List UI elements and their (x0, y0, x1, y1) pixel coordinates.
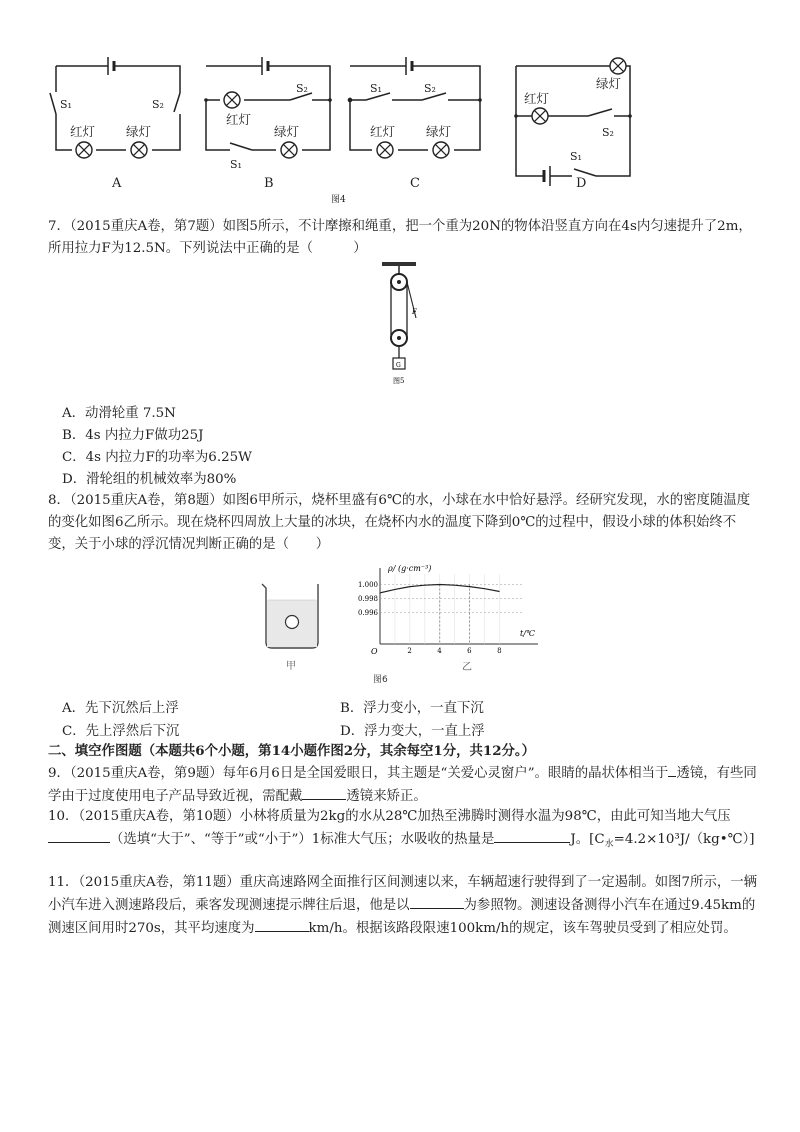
question-text: 透镜，有些同学由于过度使用电子产品导致近视，需配戴 (48, 766, 757, 804)
lamp-label: 红灯 (524, 91, 550, 106)
circuit-c (348, 57, 480, 150)
figure-caption: 图6 (373, 675, 388, 685)
question-text: 透镜来矫正。 (346, 789, 427, 804)
question-text: （选填“大于”、“等于”或“小于”）1标准大气压；水吸收的热量是 (110, 832, 495, 847)
question-text: （2015重庆A卷，第11题）重庆高速路网全面推行区间测速以来，车辆超速行驶得到了一定遏制。如图7所示，一辆小汽车进入测速路段后，乘客发现测速提示牌往后退，他是以 (48, 875, 758, 913)
answer-blank[interactable] (302, 785, 346, 800)
question-9 (48, 762, 760, 808)
question-number: 11． (48, 875, 79, 890)
green-lamp-a (131, 142, 147, 158)
figure-6-density-chart (357, 562, 544, 673)
lamp-label: 红灯 (370, 124, 396, 139)
figure-caption: 图4 (331, 195, 346, 205)
subfigure-label: 乙 (462, 662, 472, 673)
red-lamp-a (76, 142, 92, 158)
x-tick-label: 6 (467, 647, 472, 655)
x-tick-label: 8 (497, 647, 502, 655)
figure-5-pulley (380, 262, 420, 387)
panel-label: B (264, 176, 274, 191)
figure-caption: 图5 (393, 377, 405, 385)
option-a: A．动滑轮重 7.5N (62, 406, 176, 421)
lamp-label: 红灯 (70, 124, 96, 139)
option-b: B．4s 内拉力F做功25J (62, 428, 204, 443)
red-lamp-c (377, 142, 393, 158)
panel-label: A (112, 176, 122, 191)
option-a: A．先下沉然后上浮 (62, 701, 179, 716)
red-lamp-d (532, 108, 548, 124)
question-text: km/h。根据该路段限速100km/h的规定，该车驾驶员受到了相应处罚。 (308, 921, 737, 936)
panel-label: D (576, 176, 587, 191)
question-text: （2015重庆A卷，第9题）每年6月6日是全国爱眼日，其主题是“关爱心灵窗户”。眼睛的晶状体相当于 (69, 766, 669, 781)
x-tick-label: 4 (437, 647, 442, 655)
answer-blank[interactable] (48, 828, 110, 843)
switch-label: S₂ (424, 82, 436, 95)
question-number: 9． (48, 766, 70, 781)
red-lamp-b (224, 92, 240, 108)
panel-label: C (410, 176, 420, 191)
switch-label: S₁ (60, 98, 72, 111)
y-tick-label: 0.996 (357, 609, 378, 617)
switch-label: S₂ (602, 126, 614, 139)
green-lamp-d (610, 58, 626, 74)
question-8 (48, 490, 760, 556)
lamp-label: 绿灯 (274, 124, 300, 139)
answer-blank[interactable] (255, 917, 309, 932)
section-title: 二、填空作图题（本题共6个小题，第14小题作图2分，其余每空1分，共12分。） (48, 743, 536, 759)
figure-4-circuits (40, 48, 650, 203)
switch-label: S₁ (570, 150, 582, 163)
option-c: C．4s 内拉力F的功率为6.25W (62, 450, 252, 465)
question-text: J。[C (570, 832, 605, 847)
force-label: F (412, 308, 417, 316)
origin-label: O (371, 647, 378, 656)
y-tick-label: 0.998 (357, 595, 378, 603)
y-axis-label: ρ/ (g·cm⁻³) (388, 564, 432, 573)
subscript: 水 (604, 839, 614, 850)
weight-label: G (396, 362, 401, 369)
green-lamp-b (281, 142, 297, 158)
green-lamp-c (433, 142, 449, 158)
switch-label: S₂ (296, 82, 308, 95)
question-text: =4.2×10³J/（kg•℃）] (613, 832, 755, 847)
lamp-label: 绿灯 (426, 124, 452, 139)
switch-label: S₂ (152, 98, 164, 111)
question-7 (48, 216, 760, 260)
question-text: （2015重庆A卷，第8题）如图6甲所示，烧杯里盛有6℃的水，小球在水中恰好悬浮。经研究发现，水的密度随温度的变化如图6乙所示。现在烧杯四周放上大量的冰块，在烧杯内水的温度下降到0℃的过程中，假设小球的体积始终不变，关于小球的浮沉情况判断正确的是（ ） (48, 493, 751, 552)
ceiling (382, 262, 416, 266)
question-text: 为参照物。测速设备测得小汽车在通过9.45km的测速区间用时270s，其平均速度为 (48, 898, 756, 936)
question-number: 7． (48, 219, 70, 234)
switch-label: S₁ (230, 158, 242, 171)
option-b: B．浮力变小，一直下沉 (340, 701, 484, 716)
option-d: D．浮力变大，一直上浮 (340, 724, 485, 739)
question-10 (48, 806, 760, 856)
y-tick-label: 1.000 (357, 581, 378, 589)
answer-blank[interactable] (410, 894, 464, 909)
subfigure-label: 甲 (286, 661, 296, 672)
x-axis-label: t/℃ (520, 629, 535, 638)
lamp-label: 绿灯 (126, 124, 152, 139)
x-tick-label: 2 (407, 647, 412, 655)
question-number: 10． (48, 809, 79, 824)
switch-label: S₁ (370, 82, 382, 95)
option-d: D．滑轮组的机械效率为80% (62, 472, 237, 487)
question-text: （2015重庆A卷，第7题）如图5所示，不计摩擦和绳重，把一个重为20N的物体沿竖直方向在4s内匀速提升了2m，所用拉力F为12.5N。下列说法中正确的是（ ） (48, 219, 752, 256)
lamp-label: 绿灯 (596, 76, 622, 91)
question-text: （2015重庆A卷，第10题）小林将质量为2kg的水从28℃加热至沸腾时测得水温为98℃，由此可知当地大气压 (78, 809, 731, 824)
question-11 (48, 872, 760, 940)
lamp-label: 红灯 (226, 112, 252, 127)
figure-6-beaker (258, 580, 338, 672)
ball (286, 616, 299, 629)
answer-blank[interactable] (494, 828, 570, 843)
question-number: 8． (48, 493, 70, 508)
option-c: C．先上浮然后下沉 (62, 724, 180, 739)
